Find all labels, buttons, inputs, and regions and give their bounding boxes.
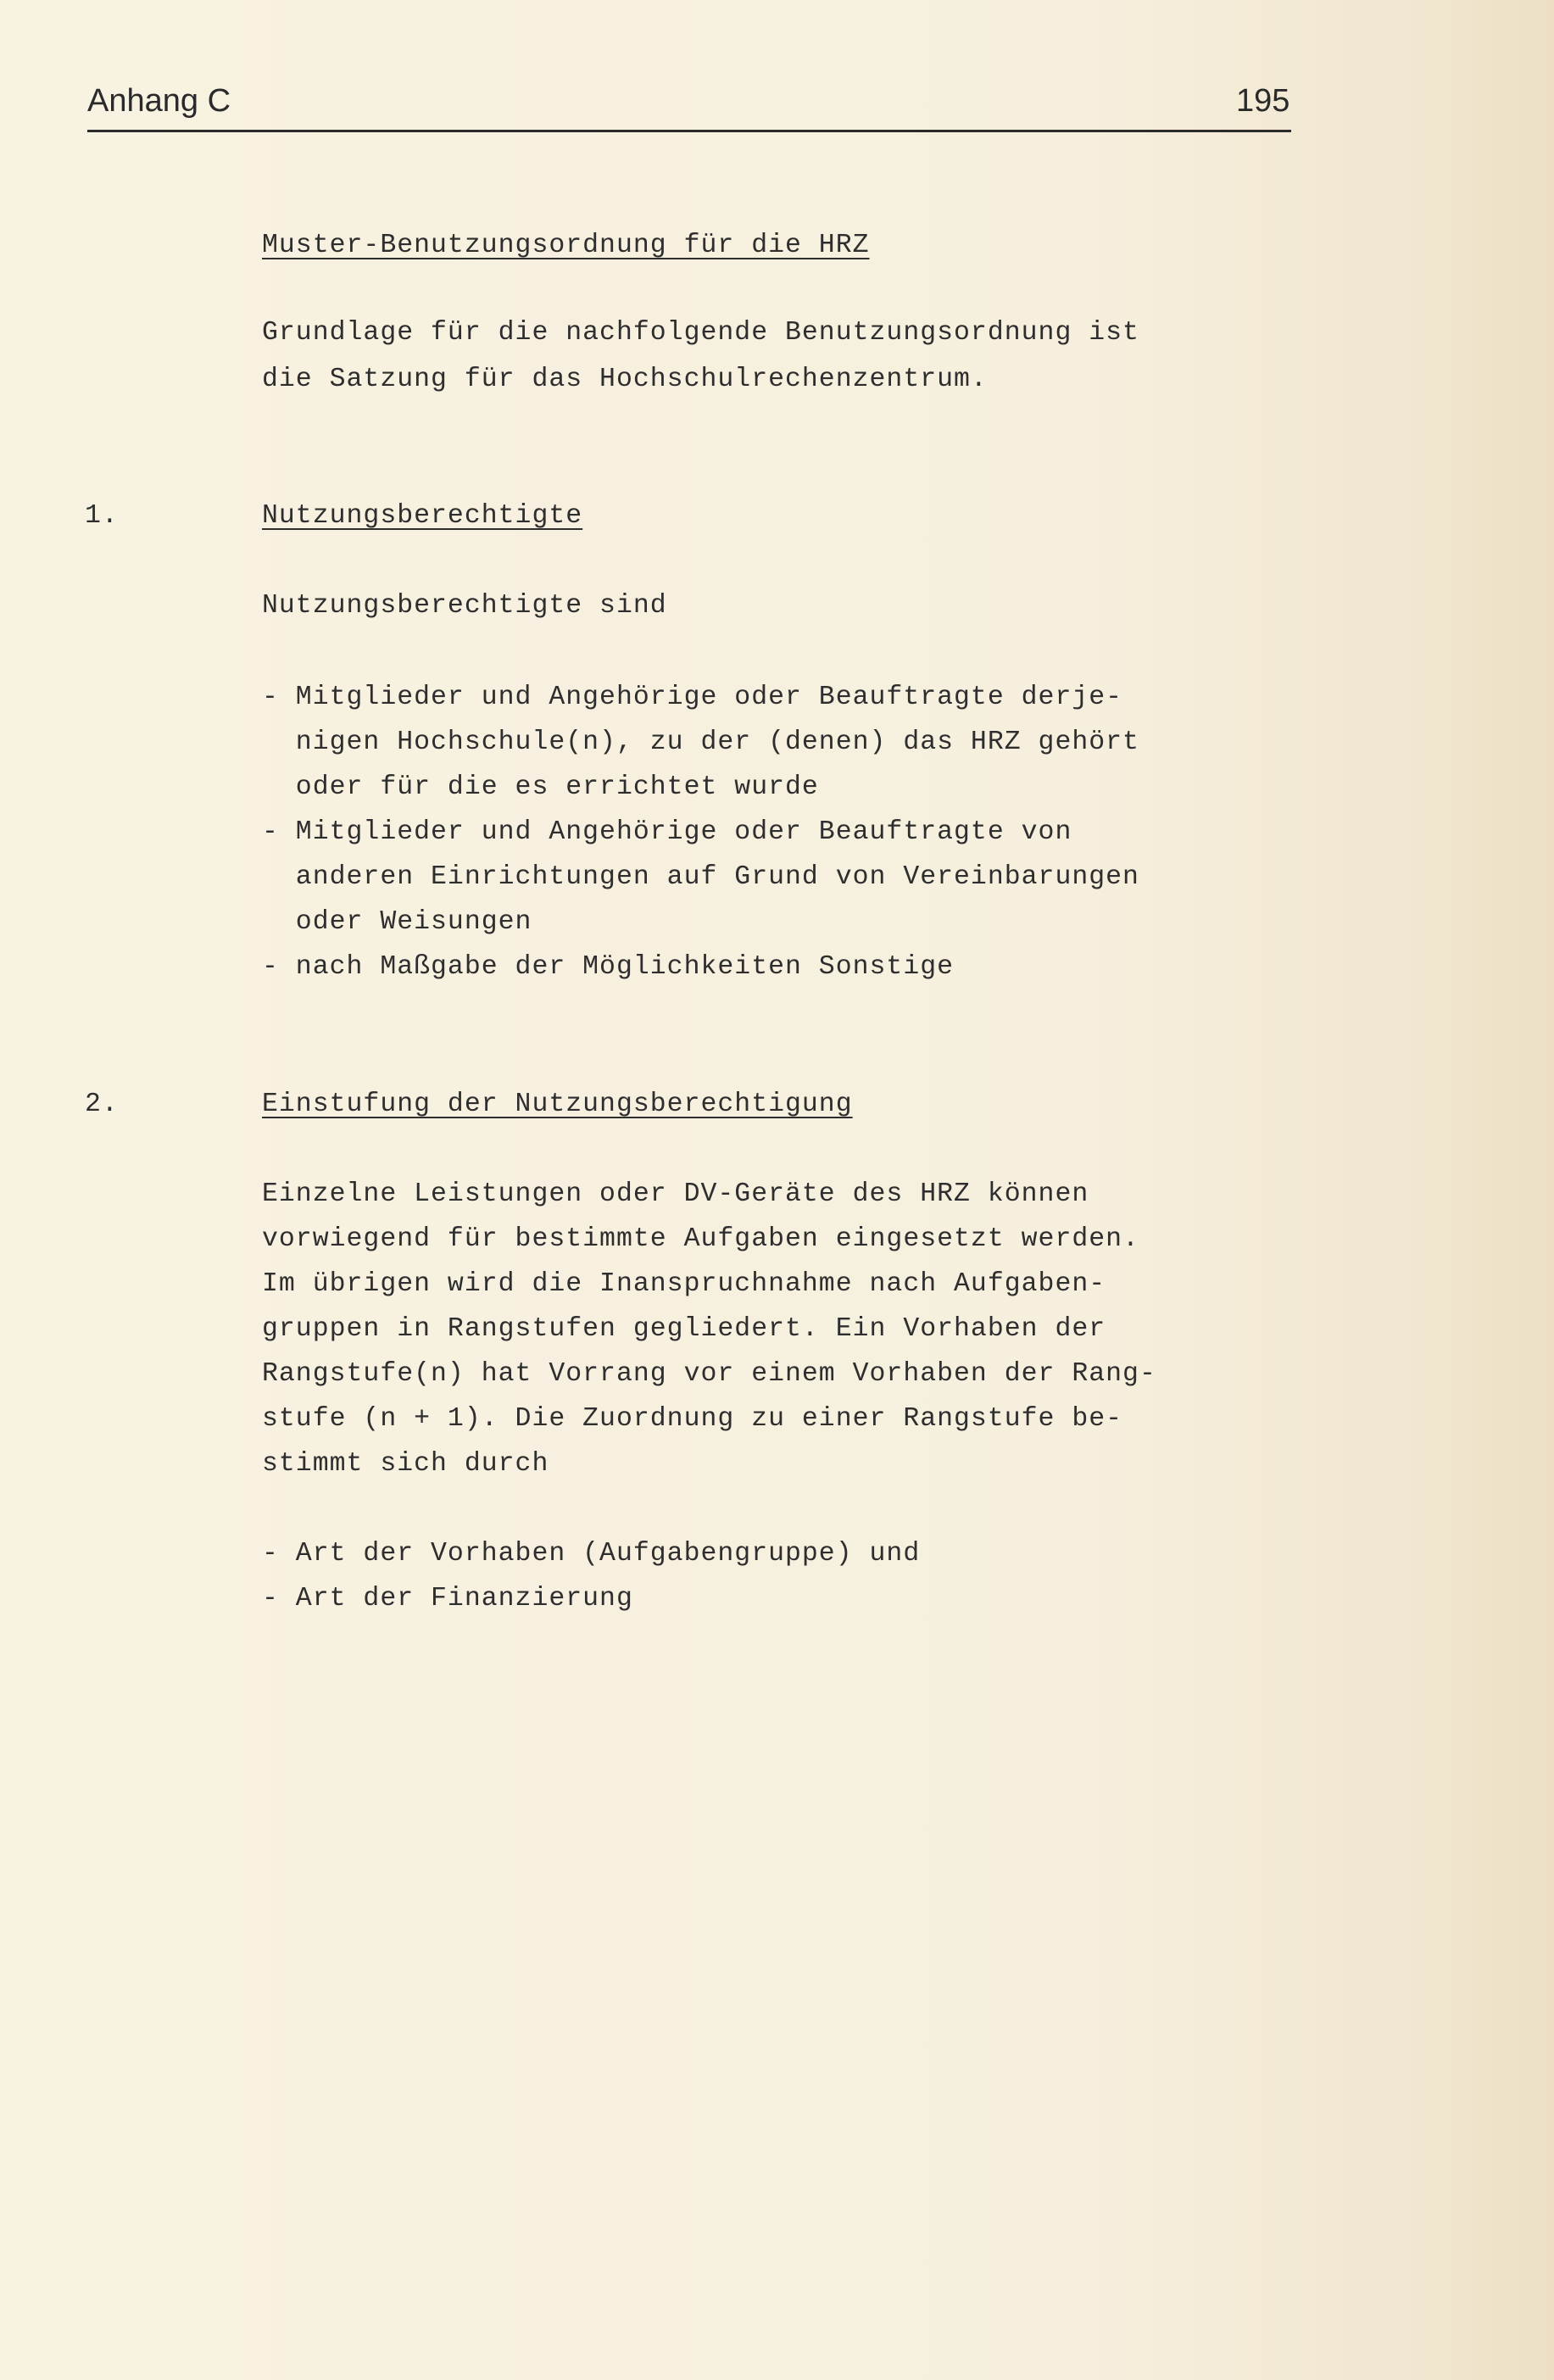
section-number: 1.	[85, 501, 119, 531]
paragraph-line: gruppen in Rangstufen gegliedert. Ein Vorhaben der	[262, 1314, 1106, 1344]
list-line: - Mitglieder und Angehörige oder Beauftragte derje-	[262, 683, 1123, 712]
paragraph-line: Im übrigen wird die Inanspruchnahme nach Aufgaben-	[262, 1269, 1106, 1299]
paragraph-line: Einzelne Leistungen oder DV-Geräte des HRZ können	[262, 1179, 1089, 1209]
page-number: 195	[1236, 83, 1290, 119]
running-header-chapter: Anhang C	[87, 83, 231, 119]
section-number: 2.	[85, 1090, 119, 1119]
section-lead: Nutzungsberechtigte sind	[262, 591, 667, 621]
list-line: nigen Hochschule(n), zu der (denen) das HRZ gehört	[262, 727, 1139, 757]
paragraph-line: vorwiegend für bestimmte Aufgaben eingesetzt werden.	[262, 1224, 1139, 1254]
paragraph-line: Rangstufe(n) hat Vorrang vor einem Vorhaben der Rang-	[262, 1359, 1156, 1389]
list-line: - Mitglieder und Angehörige oder Beauftragte von	[262, 817, 1072, 847]
document-title: Muster-Benutzungsordnung für die HRZ	[262, 231, 870, 260]
intro-line: die Satzung für das Hochschulrechenzentrum.	[262, 365, 988, 394]
list-line: - Art der Finanzierung	[262, 1584, 633, 1614]
list-line: oder Weisungen	[262, 907, 532, 937]
list-line: - nach Maßgabe der Möglichkeiten Sonstige	[262, 952, 955, 982]
intro-line: Grundlage für die nachfolgende Benutzungsordnung ist	[262, 318, 1139, 348]
list-line: - Art der Vorhaben (Aufgabengruppe) und	[262, 1539, 921, 1569]
list-line: oder für die es errichtet wurde	[262, 772, 819, 802]
section-heading: Einstufung der Nutzungsberechtigung	[262, 1090, 853, 1119]
paragraph-line: stimmt sich durch	[262, 1449, 549, 1479]
paragraph-line: stufe (n + 1). Die Zuordnung zu einer Rangstufe be-	[262, 1404, 1123, 1434]
list-line: anderen Einrichtungen auf Grund von Vereinbarungen	[262, 862, 1139, 892]
section-heading: Nutzungsberechtigte	[262, 501, 583, 531]
header-rule	[87, 130, 1291, 132]
